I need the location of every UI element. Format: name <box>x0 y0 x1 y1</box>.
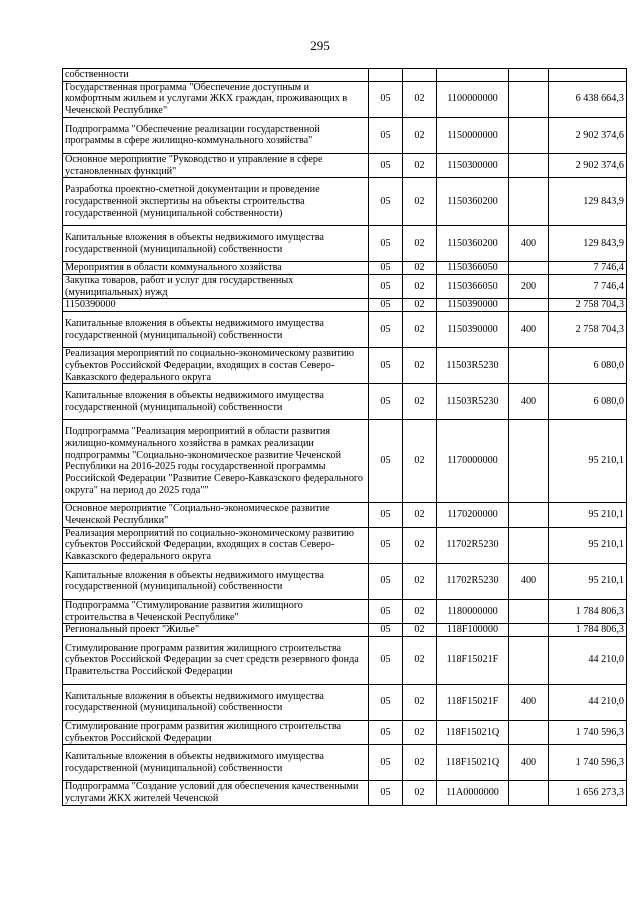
row-target-code <box>437 69 509 82</box>
row-expense-type <box>509 69 549 82</box>
row-subsection: 02 <box>403 348 437 384</box>
row-expense-type <box>509 624 549 637</box>
table-row <box>63 599 627 623</box>
row-name: Основное мероприятие "Руководство и управление в сфере установленных функций" <box>63 153 369 177</box>
row-amount: 2 902 374,6 <box>549 153 627 177</box>
table-row <box>63 226 627 262</box>
table-row <box>63 348 627 384</box>
row-amount: 95 210,1 <box>549 563 627 599</box>
row-section: 05 <box>369 226 403 262</box>
row-name: Подпрограмма "Создание условий для обеспечения качественными услугами ЖКХ жителей Чеченской <box>63 781 369 805</box>
row-target-code: 1150366050 <box>437 274 509 298</box>
budget-table-body <box>63 69 627 806</box>
row-name: Закупка товаров, работ и услуг для государственных (муниципальных) нужд <box>63 274 369 298</box>
row-amount: 95 210,1 <box>549 527 627 563</box>
row-target-code: 1150300000 <box>437 153 509 177</box>
row-subsection: 02 <box>403 503 437 527</box>
row-amount <box>549 69 627 82</box>
row-expense-type <box>509 420 549 503</box>
row-name: Капитальные вложения в объекты недвижимого имущества государственной (муниципальной) собственности <box>63 563 369 599</box>
row-section: 05 <box>369 636 403 684</box>
table-row <box>63 69 627 82</box>
table-row <box>63 503 627 527</box>
row-amount: 7 746,4 <box>549 274 627 298</box>
table-row <box>63 384 627 420</box>
row-expense-type <box>509 781 549 805</box>
row-section: 05 <box>369 684 403 720</box>
row-subsection: 02 <box>403 781 437 805</box>
row-target-code: 118F15021Q <box>437 720 509 744</box>
table-row <box>63 684 627 720</box>
row-name: Подпрограмма "Стимулирование развития жилищного строительства в Чеченской Республике" <box>63 599 369 623</box>
row-expense-type <box>509 348 549 384</box>
row-amount: 6 080,0 <box>549 384 627 420</box>
row-section: 05 <box>369 81 403 117</box>
row-amount: 44 210,0 <box>549 636 627 684</box>
row-expense-type <box>509 153 549 177</box>
row-target-code: 1150360200 <box>437 178 509 226</box>
row-subsection: 02 <box>403 226 437 262</box>
row-name: Реализация мероприятий по социально-экономическому развитию субъектов Российской Федерации, входящих в состав Северо-Кавказского федерального округа <box>63 527 369 563</box>
table-row <box>63 745 627 781</box>
row-amount: 95 210,1 <box>549 503 627 527</box>
row-subsection: 02 <box>403 745 437 781</box>
row-target-code: 11503R5230 <box>437 348 509 384</box>
row-section: 05 <box>369 153 403 177</box>
row-subsection: 02 <box>403 720 437 744</box>
row-section: 05 <box>369 178 403 226</box>
row-target-code: 1150390000 <box>437 312 509 348</box>
row-amount: 6 080,0 <box>549 348 627 384</box>
row-expense-type <box>509 503 549 527</box>
table-row <box>63 624 627 637</box>
row-target-code: 1150000000 <box>437 117 509 153</box>
row-subsection: 02 <box>403 117 437 153</box>
table-row <box>63 720 627 744</box>
row-amount: 44 210,0 <box>549 684 627 720</box>
row-expense-type: 400 <box>509 312 549 348</box>
row-expense-type: 400 <box>509 684 549 720</box>
row-section: 05 <box>369 781 403 805</box>
row-expense-type <box>509 178 549 226</box>
table-row <box>63 153 627 177</box>
row-amount: 7 746,4 <box>549 262 627 275</box>
row-target-code: 118F15021Q <box>437 745 509 781</box>
row-section: 05 <box>369 299 403 312</box>
row-target-code: 1180000000 <box>437 599 509 623</box>
row-name: 1150390000 <box>63 299 369 312</box>
row-target-code: 118F100000 <box>437 624 509 637</box>
row-name: Основное мероприятие "Социально-экономическое развитие Чеченской Республики" <box>63 503 369 527</box>
row-expense-type: 400 <box>509 226 549 262</box>
row-section <box>369 69 403 82</box>
row-name: Капитальные вложения в объекты недвижимого имущества государственной (муниципальной) собственности <box>63 684 369 720</box>
row-expense-type: 400 <box>509 384 549 420</box>
row-amount: 6 438 664,3 <box>549 81 627 117</box>
page-number: 295 <box>310 38 330 53</box>
table-row <box>63 274 627 298</box>
row-expense-type <box>509 720 549 744</box>
row-section: 05 <box>369 563 403 599</box>
row-section: 05 <box>369 117 403 153</box>
row-name: Стимулирование программ развития жилищного строительства субъектов Российской Федерации за счет средств резервного фонда Правительства Российской Федерации <box>63 636 369 684</box>
row-subsection: 02 <box>403 684 437 720</box>
row-expense-type: 400 <box>509 745 549 781</box>
row-target-code: 1150390000 <box>437 299 509 312</box>
row-amount: 2 902 374,6 <box>549 117 627 153</box>
row-expense-type <box>509 527 549 563</box>
row-expense-type <box>509 81 549 117</box>
table-row <box>63 117 627 153</box>
budget-table <box>62 68 627 806</box>
row-subsection <box>403 69 437 82</box>
table-row <box>63 262 627 275</box>
row-target-code: 11702R5230 <box>437 563 509 599</box>
row-expense-type <box>509 262 549 275</box>
row-section: 05 <box>369 503 403 527</box>
row-subsection: 02 <box>403 299 437 312</box>
row-amount: 1 784 806,3 <box>549 599 627 623</box>
row-section: 05 <box>369 527 403 563</box>
row-section: 05 <box>369 274 403 298</box>
row-name: Капитальные вложения в объекты недвижимого имущества государственной (муниципальной) собственности <box>63 745 369 781</box>
row-expense-type: 400 <box>509 563 549 599</box>
row-subsection: 02 <box>403 262 437 275</box>
table-row <box>63 527 627 563</box>
row-expense-type <box>509 299 549 312</box>
row-subsection: 02 <box>403 81 437 117</box>
row-name: Подпрограмма "Обеспечение реализации государственной программы в сфере жилищно-коммунального хозяйства" <box>63 117 369 153</box>
row-subsection: 02 <box>403 274 437 298</box>
row-subsection: 02 <box>403 153 437 177</box>
row-amount: 129 843,9 <box>549 178 627 226</box>
row-expense-type <box>509 599 549 623</box>
row-subsection: 02 <box>403 420 437 503</box>
table-row <box>63 781 627 805</box>
row-section: 05 <box>369 745 403 781</box>
row-name: собственности <box>63 69 369 82</box>
row-target-code: 1150366050 <box>437 262 509 275</box>
row-subsection: 02 <box>403 636 437 684</box>
row-section: 05 <box>369 599 403 623</box>
row-target-code: 118F15021F <box>437 684 509 720</box>
row-name: Реализация мероприятий по социально-экономическому развитию субъектов Российской Федерации, входящих в состав Северо-Кавказского федерального округа <box>63 348 369 384</box>
row-target-code: 1170200000 <box>437 503 509 527</box>
table-row <box>63 563 627 599</box>
table-row <box>63 312 627 348</box>
row-subsection: 02 <box>403 624 437 637</box>
row-subsection: 02 <box>403 527 437 563</box>
row-section: 05 <box>369 624 403 637</box>
row-amount: 129 843,9 <box>549 226 627 262</box>
row-name: Мероприятия в области коммунального хозяйства <box>63 262 369 275</box>
row-section: 05 <box>369 384 403 420</box>
row-target-code: 1100000000 <box>437 81 509 117</box>
row-name: Стимулирование программ развития жилищного строительства субъектов Российской Федерации <box>63 720 369 744</box>
row-section: 05 <box>369 348 403 384</box>
row-name: Капитальные вложения в объекты недвижимого имущества государственной (муниципальной) собственности <box>63 312 369 348</box>
row-amount: 95 210,1 <box>549 420 627 503</box>
row-target-code: 11702R5230 <box>437 527 509 563</box>
row-expense-type <box>509 117 549 153</box>
row-name: Капитальные вложения в объекты недвижимого имущества государственной (муниципальной) собственности <box>63 384 369 420</box>
row-amount: 2 758 704,3 <box>549 299 627 312</box>
row-expense-type <box>509 636 549 684</box>
row-amount: 1 740 596,3 <box>549 745 627 781</box>
row-name: Разработка проектно-сметной документации и проведение государственной экспертизы на объекты строительства государственной (муниципальной собственности) <box>63 178 369 226</box>
row-name: Государственная программа "Обеспечение доступным и комфортным жильем и услугами ЖКХ граждан, проживающих в Чеченской Республике" <box>63 81 369 117</box>
row-target-code: 1150360200 <box>437 226 509 262</box>
row-target-code: 1170000000 <box>437 420 509 503</box>
row-amount: 1 656 273,3 <box>549 781 627 805</box>
row-subsection: 02 <box>403 563 437 599</box>
row-section: 05 <box>369 312 403 348</box>
table-row <box>63 636 627 684</box>
row-amount: 1 784 806,3 <box>549 624 627 637</box>
row-section: 05 <box>369 262 403 275</box>
table-row <box>63 420 627 503</box>
row-target-code: 11503R5230 <box>437 384 509 420</box>
row-name: Подпрограмма "Реализация мероприятий в области развития жилищно-коммунального хозяйства в рамках реализации подпрограммы "Социально-экономическое развитие Чеченской Республики на 2016-2025 годы государственной программы Российской Федерации "Развитие Северо-Кавказского федерального округа" на период до 2025 года"" <box>63 420 369 503</box>
row-subsection: 02 <box>403 384 437 420</box>
row-section: 05 <box>369 720 403 744</box>
row-section: 05 <box>369 420 403 503</box>
row-subsection: 02 <box>403 599 437 623</box>
row-expense-type: 200 <box>509 274 549 298</box>
table-row <box>63 299 627 312</box>
row-target-code: 118F15021F <box>437 636 509 684</box>
table-row <box>63 81 627 117</box>
row-amount: 2 758 704,3 <box>549 312 627 348</box>
row-subsection: 02 <box>403 312 437 348</box>
row-target-code: 11А0000000 <box>437 781 509 805</box>
table-row <box>63 178 627 226</box>
row-amount: 1 740 596,3 <box>549 720 627 744</box>
row-name: Капитальные вложения в объекты недвижимого имущества государственной (муниципальной) собственности <box>63 226 369 262</box>
row-subsection: 02 <box>403 178 437 226</box>
row-name: Региональный проект "Жилье" <box>63 624 369 637</box>
